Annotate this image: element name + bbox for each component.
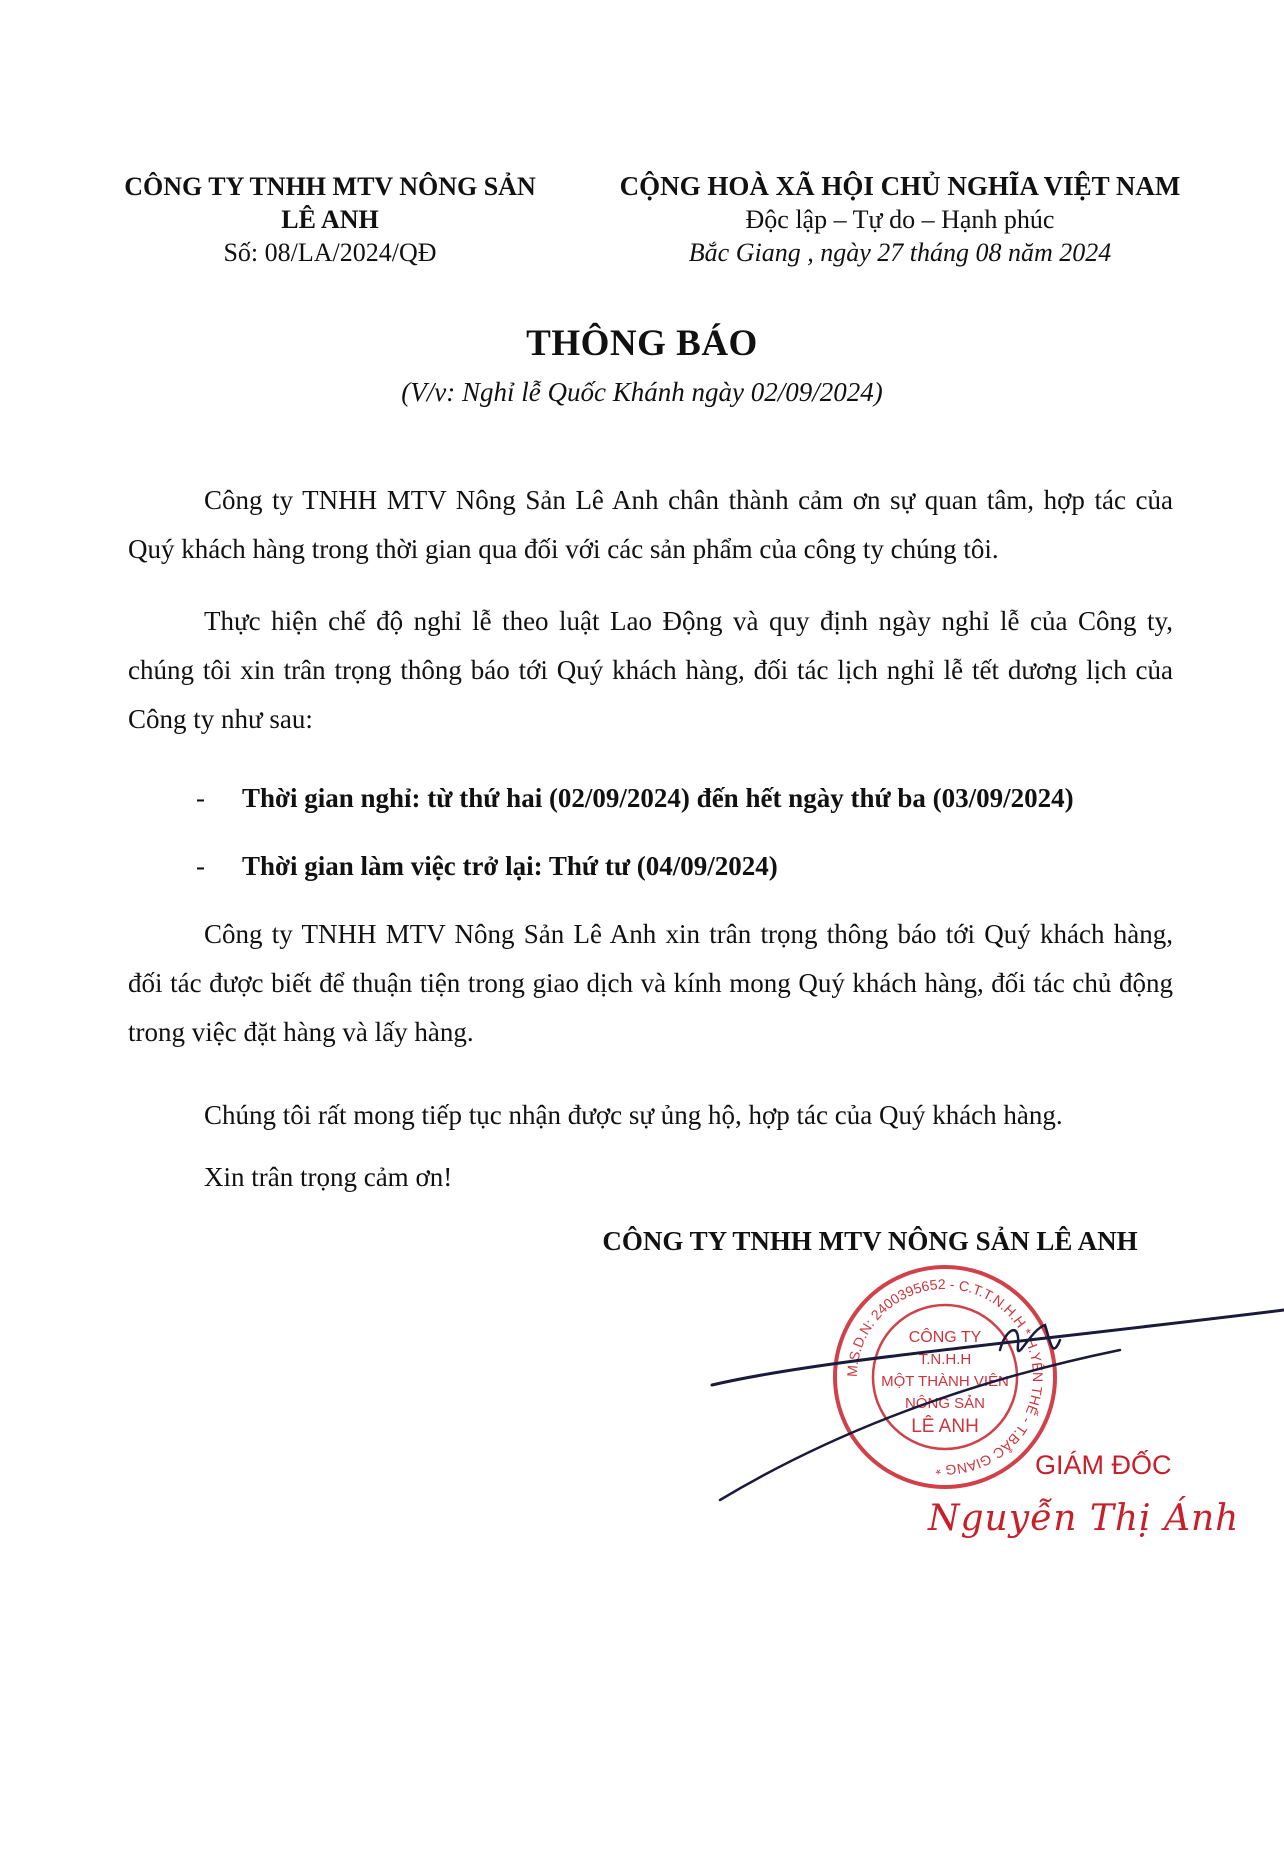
paragraph-3-text: Công ty TNHH MTV Nông Sản Lê Anh xin trân trọng thông báo tới Quý khách hàng, đối tác được biết để thuận tiện trong giao dịch và kính mong Quý khách hàng, đối tác chủ động trong việc đặt hàng và lấy hàng. (128, 919, 1173, 1047)
seal-ring-text: M.S.D.N: 2400395652 - C.T.T.N.H.H * H.YÊN THẾ - T.BẮC GIANG * (843, 1275, 1047, 1479)
bullet-return-date (196, 846, 778, 886)
place-date: Bắc Giang , ngày 27 tháng 08 năm 2024 (688, 238, 1112, 267)
national-motto: Độc lập – Tự do – Hạnh phúc (745, 205, 1055, 234)
bullet-holiday-period (196, 778, 1074, 818)
seal-line-5: LÊ ANH (911, 1416, 979, 1437)
paragraph-2-text: Thực hiện chế độ nghỉ lễ theo luật Lao Động và quy định ngày nghỉ lễ của Công ty, chúng tôi xin trân trọng thông báo tới Quý khách hàng, đối tác lịch nghỉ lễ tết dương lịch của Công ty như sau: (128, 606, 1173, 734)
header-left (100, 170, 560, 269)
document-number: Số: 08/LA/2024/QĐ (223, 238, 437, 267)
paragraph-5-text: Xin trân trọng cảm ơn! (204, 1162, 453, 1192)
paragraph-3 (128, 910, 1173, 1057)
document-title: THÔNG BÁO (526, 323, 758, 364)
paragraph-4-text: Chúng tôi rất mong tiếp tục nhận được sự ủng hộ, hợp tác của Quý khách hàng. (204, 1100, 1063, 1130)
paragraph-5 (128, 1153, 1173, 1202)
seal-line-3: MỘT THÀNH VIÊN (881, 1373, 1009, 1390)
bullet-return-date-text: Thời gian làm việc trở lại: Thứ tư (04/09/2024) (242, 851, 778, 881)
document-subtitle: (V/v: Nghỉ lễ Quốc Khánh ngày 02/09/2024) (401, 377, 883, 407)
header-right (590, 170, 1210, 269)
national-title: CỘNG HOÀ XÃ HỘI CHỦ NGHĨA VIỆT NAM (619, 171, 1181, 201)
bullet-holiday-period-text: Thời gian nghỉ: từ thứ hai (02/09/2024) đến hết ngày thứ ba (03/09/2024) (242, 783, 1074, 813)
seal-line-2: T.N.H.H (918, 1351, 972, 1368)
paragraph-1-text: Công ty TNHH MTV Nông Sản Lê Anh chân thành cảm ơn sự quan tâm, hợp tác của Quý khách hàng trong thời gian qua đối với các sản phẩm của công ty chúng tôi. (128, 485, 1173, 564)
signature-company-name: CÔNG TY TNHH MTV NÔNG SẢN LÊ ANH (602, 1226, 1138, 1256)
bullet-dash: - (196, 783, 205, 813)
signer-name: Nguyễn Thị Ánh (928, 1498, 1240, 1539)
paragraph-1 (128, 476, 1173, 574)
company-name-line2: LÊ ANH (281, 205, 379, 234)
seal-line-1: CÔNG TY (908, 1329, 982, 1346)
seal-line-4: NÔNG SẢN (904, 1395, 986, 1412)
paragraph-2 (128, 597, 1173, 744)
signer-position: GIÁM ĐỐC (1035, 1450, 1172, 1480)
bullet-dash: - (196, 851, 205, 881)
company-name-line1: CÔNG TY TNHH MTV NÔNG SẢN (124, 172, 536, 201)
paragraph-4 (128, 1091, 1173, 1140)
handwritten-signature-icon (700, 1290, 1284, 1520)
